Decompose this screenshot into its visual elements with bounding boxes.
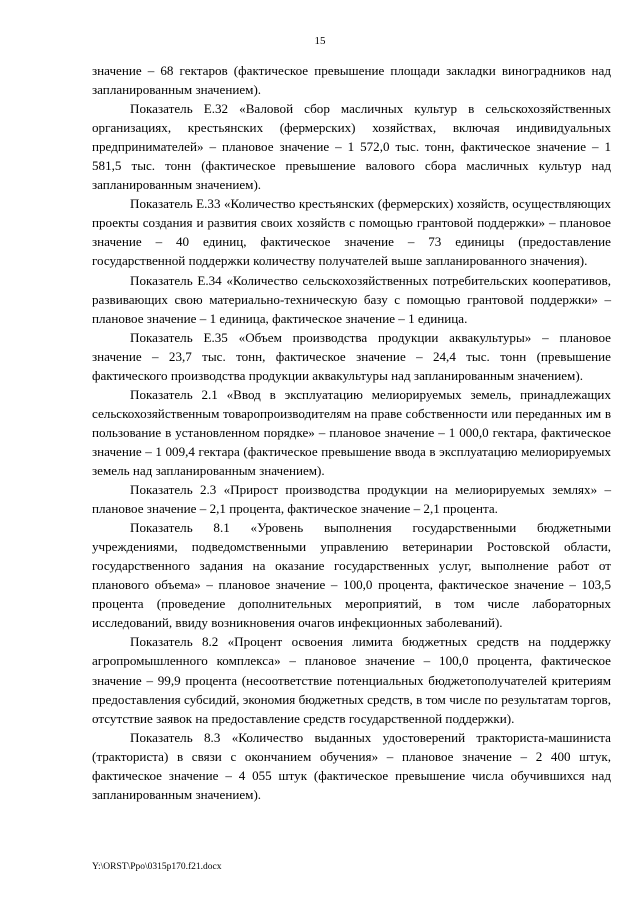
- document-body: [92, 61, 611, 804]
- footer-file-path: Y:\ORST\Ppo\0315p170.f21.docx: [92, 862, 222, 872]
- paragraph-indicator-8-3: Показатель 8.3 «Количество выданных удостоверений тракториста-машиниста (тракториста) в связи с окончанием обучения» – плановое значение – 2 400 штук, фактическое значение – 4 055 штук (фактическое превышение числа обучившихся над запланированным значением).: [92, 729, 611, 802]
- paragraph-indicator-e34: Показатель Е.34 «Количество сельскохозяйственных потребительских кооперативов, развивающих свою материально-техническую базу с помощью грантовой поддержки» – плановое значение – 1 единица, фактическое значение – 1 единица.: [92, 272, 611, 326]
- paragraph-indicator-2-3: Показатель 2.3 «Прирост производства продукции на мелиорируемых землях» – плановое значение – 2,1 процента, фактическое значение – 2,1 процента.: [92, 482, 611, 517]
- paragraph-indicator-8-2: Показатель 8.2 «Процент освоения лимита бюджетных средств на поддержку агропромышленного комплекса» – плановое значение – 100,0 процента, фактическое значение – 99,9 процента (несоответствие потенциальных бюджетополучателей критериям предоставления субсидий, экономия бюджетных средств, в том числе по результатам торгов, отсутствие заявок на предоставление средств государственной поддержки).: [92, 634, 611, 726]
- paragraph-continuation: значение – 68 гектаров (фактическое превышение площади закладки виноградников над запланированным значением).: [92, 63, 611, 98]
- page-number: 15: [314, 35, 326, 47]
- paragraph-indicator-e33: Показатель Е.33 «Количество крестьянских (фермерских) хозяйств, осуществляющих проекты создания и развития своих хозяйств с помощью грантовой поддержки» – плановое значение – 40 единиц, фактическое значение – 73 единицы (предоставление государственной поддержки количеству получателей выше запланированного значения).: [92, 196, 611, 269]
- paragraph-indicator-8-1: Показатель 8.1 «Уровень выполнения государственными бюджетными учреждениями, подведомственными управлению ветеринарии Ростовской области, государственного задания на оказание государственных услуг, выполнение работ от планового объема» – плановое значение – 100,0 процента, фактическое значение – 103,5 процента (проведение дополнительных мероприятий, в том числе лабораторных исследований, ввиду возникновения очагов инфекционных заболеваний).: [92, 520, 611, 631]
- paragraph-indicator-e32: Показатель Е.32 «Валовой сбор масличных культур в сельскохозяйственных организациях, крестьянских (фермерских) хозяйствах, включая индивидуальных предпринимателей» – плановое значение – 1 572,0 тыс. тонн, фактическое значение – 1 581,5 тыс. тонн (фактическое превышение валового сбора масличных культур над запланированным значением).: [92, 101, 611, 193]
- paragraph-indicator-2-1: Показатель 2.1 «Ввод в эксплуатацию мелиорируемых земель, принадлежащих сельскохозяйственным товаропроизводителям на праве собственности или переданных им в пользование в установленном порядке» – плановое значение – 1 000,0 гектара, фактическое значение – 1 009,4 гектара (фактическое превышение ввода в эксплуатацию мелиорируемых земель над запланированным значением).: [92, 386, 611, 478]
- paragraph-indicator-e35: Показатель Е.35 «Объем производства продукции аквакультуры» – плановое значение – 23,7 тыс. тонн, фактическое значение – 24,4 тыс. тонн (превышение фактического производства продукции аквакультуры над запланированным значением).: [92, 329, 611, 383]
